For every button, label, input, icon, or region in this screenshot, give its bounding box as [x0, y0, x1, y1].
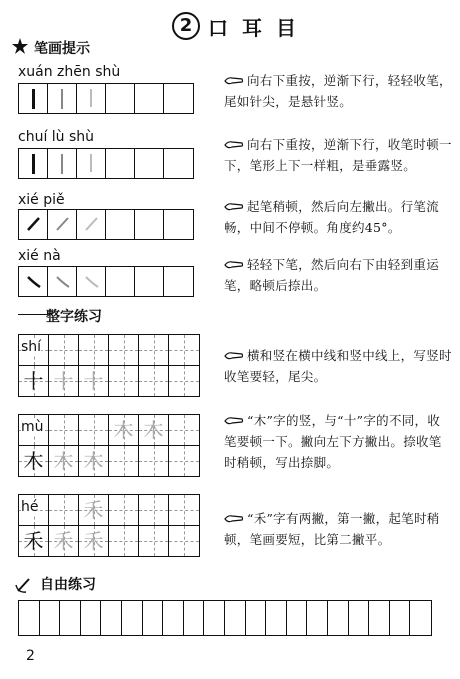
char-pinyin: mù [21, 419, 44, 435]
model-character: 木 [23, 449, 44, 473]
pointing-hand-icon [224, 76, 244, 86]
stroke-note-text: 起笔稍顿，然后向左撇出。行笔流畅，中间不停顿。角度约45°。 [224, 199, 440, 235]
stroke-note-text: 向右下重按，逆渐下行，轻轻收笔，尾如针尖，是悬针竖。 [224, 73, 452, 109]
stroke-pinyin: chuí lù shù [18, 129, 95, 145]
char-note-text: 横和竖在横中线和竖中线上，写竖时收笔要轻，尾尖。 [224, 348, 452, 384]
trace-character: 木 [83, 449, 104, 473]
trace-character: 木 [113, 418, 134, 442]
trace-character: 十 [83, 369, 104, 393]
section-rule [18, 314, 48, 315]
stroke-note-text: 向右下重按，逆渐下行，收笔时顿一下，笔形上下一样粗，是垂露竖。 [224, 137, 452, 173]
pointing-hand-icon [224, 351, 244, 361]
pointing-hand-icon [224, 416, 244, 426]
lesson-number: 2 [172, 12, 200, 40]
char-note [224, 508, 452, 550]
trace-character: 禾 [83, 529, 104, 553]
char-note [224, 345, 452, 387]
char-pinyin: hé [21, 499, 39, 515]
stroke-practice-grid [18, 266, 194, 297]
pointing-hand-icon [224, 202, 244, 212]
stroke-practice-grid [18, 83, 194, 114]
char-note-text: “禾”字有两撇，第一撇，起笔时稍顿，笔画要短，比第二撇平。 [224, 511, 440, 547]
pointing-hand-icon [224, 514, 244, 524]
char-note [224, 410, 452, 473]
stroke-note [224, 70, 452, 112]
stroke-practice-grid [18, 148, 194, 179]
trace-character: 木 [143, 418, 164, 442]
stroke-note [224, 196, 452, 238]
stroke-practice-grid [18, 209, 194, 240]
pen-icon [14, 575, 34, 595]
character-practice-grid [18, 414, 200, 477]
stroke-pinyin: xié piě [18, 192, 65, 208]
stroke-note [224, 134, 452, 176]
lesson-title: 口耳目 [208, 16, 310, 40]
strokes-heading: 笔画提示 [34, 41, 90, 57]
char-note-text: “木”字的竖，与“十”字的不同，收笔要顿一下。撇向左下方撇出。捺收笔时稍顿，写出捺脚。 [224, 413, 442, 470]
trace-character: 禾 [83, 498, 104, 522]
stroke-pinyin: xuán zhēn shù [18, 64, 121, 80]
star-icon [12, 38, 28, 54]
stroke-note-text: 轻轻下笔，然后向右下由轻到重运笔，略顿后捺出。 [224, 257, 440, 293]
stroke-pinyin: xié nà [18, 248, 61, 264]
pointing-hand-icon [224, 140, 244, 150]
trace-character: 禾 [53, 529, 74, 553]
model-character: 禾 [23, 529, 44, 553]
model-character: 十 [23, 369, 44, 393]
pointing-hand-icon [224, 260, 244, 270]
character-practice-grid [18, 494, 200, 557]
free-practice-heading: 自由练习 [40, 577, 96, 593]
free-practice-grid [18, 600, 432, 636]
char-pinyin: shí [21, 339, 42, 355]
character-practice-grid [18, 334, 200, 397]
trace-character: 十 [53, 369, 74, 393]
stroke-note [224, 254, 452, 296]
trace-character: 木 [53, 449, 74, 473]
page-number: 2 [26, 648, 35, 664]
chars-heading: 整字练习 [46, 309, 102, 325]
